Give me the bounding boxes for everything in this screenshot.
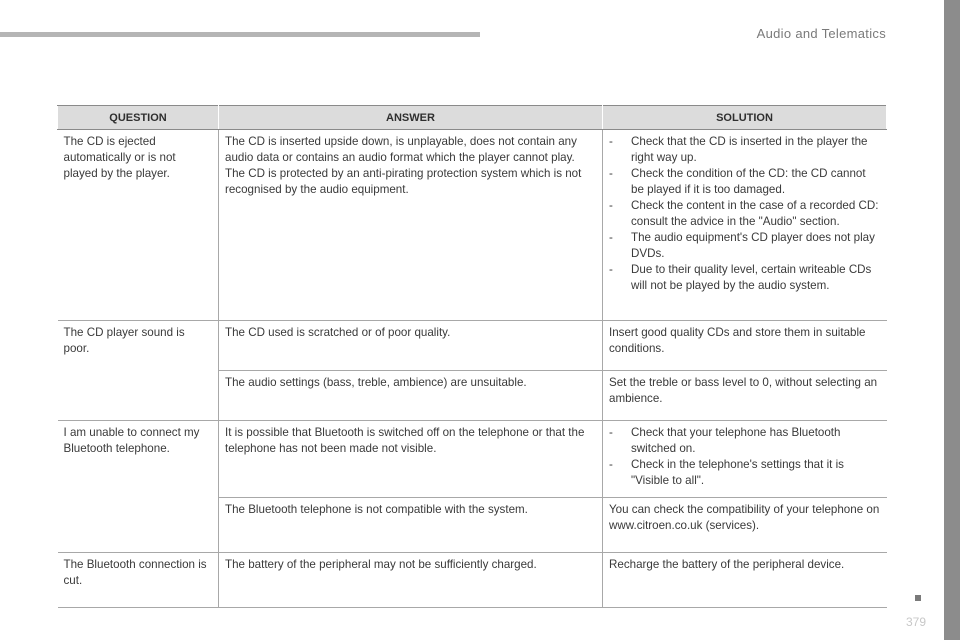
page-number: 379 xyxy=(906,615,927,629)
table-header-row xyxy=(58,106,887,130)
solution-list xyxy=(609,134,881,294)
square-bullet-icon xyxy=(915,595,921,601)
column-header-question: QUESTION xyxy=(58,106,219,130)
list-item xyxy=(609,166,881,198)
header-rule xyxy=(0,32,480,37)
solution-list xyxy=(609,425,881,489)
section-title: Audio and Telematics xyxy=(756,26,886,41)
dash-bullet-icon: - xyxy=(609,426,613,439)
dash-bullet-icon: - xyxy=(609,231,613,244)
answer-cell: The audio settings (bass, treble, ambience) are unsuitable. xyxy=(219,371,603,421)
solution-text: Check in the telephone's settings that it is "Visible to all". xyxy=(631,458,844,487)
answer-cell: The CD used is scratched or of poor quality. xyxy=(219,321,603,371)
list-item xyxy=(609,457,881,489)
table-row xyxy=(58,130,887,321)
list-item xyxy=(609,198,881,230)
dash-bullet-icon: - xyxy=(609,263,613,276)
question-cell: I am unable to connect my Bluetooth telephone. xyxy=(58,421,219,553)
solution-text: Check that the CD is inserted in the player the right way up. xyxy=(631,135,868,164)
dash-bullet-icon: - xyxy=(609,167,613,180)
answer-line: The CD is protected by an anti-pirating protection system which is not recognised by the audio equipment. xyxy=(225,167,582,196)
table-row xyxy=(58,321,887,371)
solution-cell: Recharge the battery of the peripheral device. xyxy=(603,553,887,608)
solution-text: Check that your telephone has Bluetooth switched on. xyxy=(631,426,841,455)
solution-cell: Insert good quality CDs and store them in suitable conditions. xyxy=(603,321,887,371)
list-item xyxy=(609,134,881,166)
question-cell: The CD is ejected automatically or is not played by the player. xyxy=(58,130,219,321)
list-item xyxy=(609,425,881,457)
solution-cell xyxy=(603,130,887,321)
table-row xyxy=(58,421,887,498)
column-header-answer: ANSWER xyxy=(219,106,603,130)
solution-text: Due to their quality level, certain writeable CDs will not be played by the audio system. xyxy=(631,263,872,292)
solution-cell xyxy=(603,421,887,498)
dash-bullet-icon: - xyxy=(609,458,613,471)
solution-text: Check the condition of the CD: the CD cannot be played if it is too damaged. xyxy=(631,167,866,196)
page-edge-strip xyxy=(944,0,960,640)
answer-cell: The battery of the peripheral may not be sufficiently charged. xyxy=(219,553,603,608)
troubleshooting-table xyxy=(57,105,887,608)
dash-bullet-icon: - xyxy=(609,135,613,148)
solution-cell: You can check the compatibility of your telephone on www.citroen.co.uk (services). xyxy=(603,498,887,553)
answer-cell xyxy=(219,130,603,321)
column-header-solution: SOLUTION xyxy=(603,106,887,130)
solution-text: Check the content in the case of a recorded CD: consult the advice in the "Audio" section. xyxy=(631,199,879,228)
table-row xyxy=(58,553,887,608)
dash-bullet-icon: - xyxy=(609,199,613,212)
question-cell: The CD player sound is poor. xyxy=(58,321,219,421)
answer-cell: The Bluetooth telephone is not compatible with the system. xyxy=(219,498,603,553)
solution-text: The audio equipment's CD player does not play DVDs. xyxy=(631,231,875,260)
answer-line: The CD is inserted upside down, is unplayable, does not contain any audio data or contains an audio format which the player cannot play. xyxy=(225,135,577,164)
question-cell: The Bluetooth connection is cut. xyxy=(58,553,219,608)
list-item xyxy=(609,262,881,294)
answer-cell: It is possible that Bluetooth is switched off on the telephone or that the telephone has not been made not visible. xyxy=(219,421,603,498)
list-item xyxy=(609,230,881,262)
solution-cell: Set the treble or bass level to 0, without selecting an ambience. xyxy=(603,371,887,421)
